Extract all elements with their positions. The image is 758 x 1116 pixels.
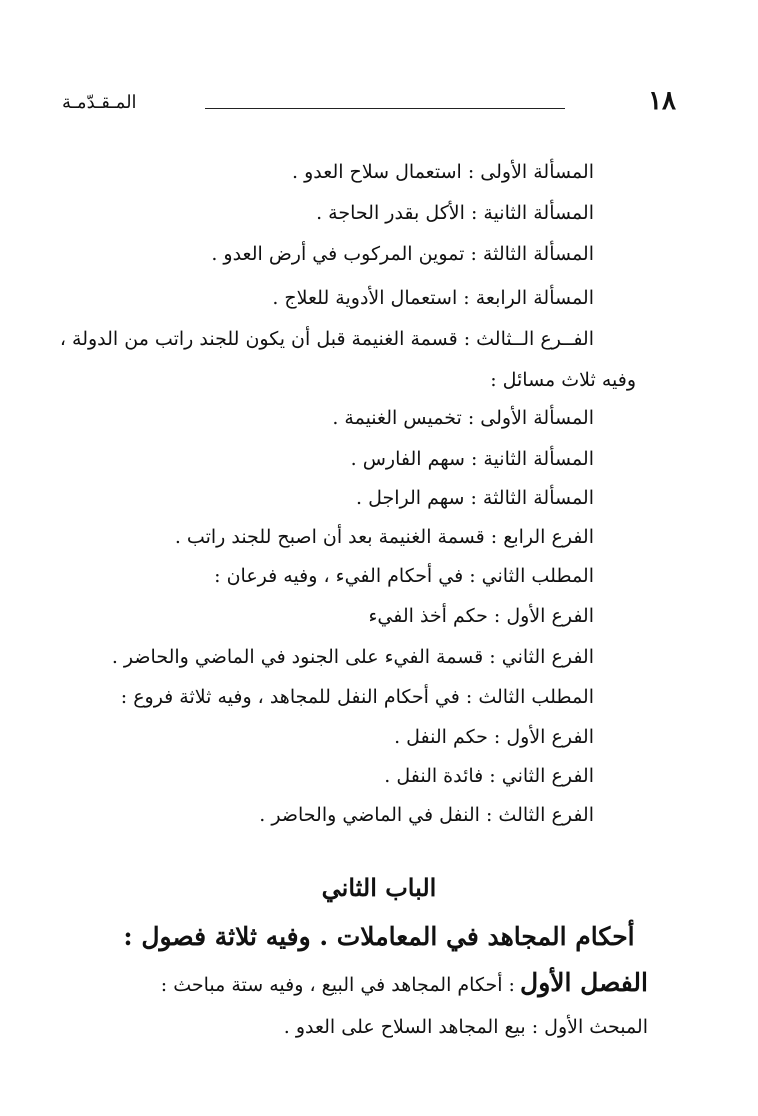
toc-line-issue-5: المسألة الأولى : تخميس الغنيمة . bbox=[332, 407, 594, 429]
toc-line-branch-2b: الفرع الثاني : فائدة النفل . bbox=[384, 765, 594, 787]
chapter-title: الباب الثاني bbox=[321, 873, 437, 902]
toc-line-issue-4: المسألة الرابعة : استعمال الأدوية للعلاج . bbox=[272, 287, 594, 309]
chapter-subtitle: أحكام المجاهد في المعاملات . وفيه ثلاثة فصول : bbox=[123, 922, 635, 951]
toc-line-branch-2: الفرع الثاني : قسمة الفيء على الجنود في الماضي والحاضر . bbox=[111, 646, 594, 668]
running-title: المـقـدّمـة bbox=[62, 92, 137, 113]
toc-line-branch-3-cont: وفيه ثلاث مسائل : bbox=[490, 369, 636, 391]
toc-line-topic-2: المطلب الثاني : في أحكام الفيء ، وفيه فرعان : bbox=[214, 565, 594, 587]
toc-line-branch-3b: الفرع الثالث : النفل في الماضي والحاضر . bbox=[259, 804, 594, 826]
toc-line-issue-3: المسألة الثالثة : تموين المركوب في أرض العدو . bbox=[211, 243, 594, 265]
toc-line-issue-7: المسألة الثالثة : سهم الراجل . bbox=[356, 487, 594, 509]
toc-line-issue-2: المسألة الثانية : الأكل بقدر الحاجة . bbox=[316, 202, 594, 224]
page-number: ١٨ bbox=[648, 86, 676, 116]
section-line bbox=[161, 966, 648, 1003]
toc-line-issue-1: المسألة الأولى : استعمال سلاح العدو . bbox=[292, 161, 594, 183]
section-label: الفصل الأول bbox=[520, 968, 648, 997]
header-rule bbox=[205, 108, 565, 109]
toc-line-topic-3: المطلب الثالث : في أحكام النفل للمجاهد ، وفيه ثلاثة فروع : bbox=[120, 686, 594, 708]
toc-line-subsection-1: المبحث الأول : بيع المجاهد السلاح على العدو . bbox=[283, 1016, 648, 1038]
toc-line-branch-1b: الفرع الأول : حكم النفل . bbox=[394, 726, 594, 748]
toc-line-branch-3: الفــرع الــثالث : قسمة الغنيمة قبل أن يكون للجند راتب من الدولة ، bbox=[59, 328, 594, 350]
toc-line-branch-4: الفرع الرابع : قسمة الغنيمة بعد أن اصبح للجند راتب . bbox=[174, 526, 594, 548]
toc-line-branch-1: الفرع الأول : حكم أخذ الفيء bbox=[368, 605, 594, 627]
section-text: : أحكام المجاهد في البيع ، وفيه ستة مباحث : bbox=[160, 974, 515, 996]
toc-line-issue-6: المسألة الثانية : سهم الفارس . bbox=[350, 448, 594, 470]
